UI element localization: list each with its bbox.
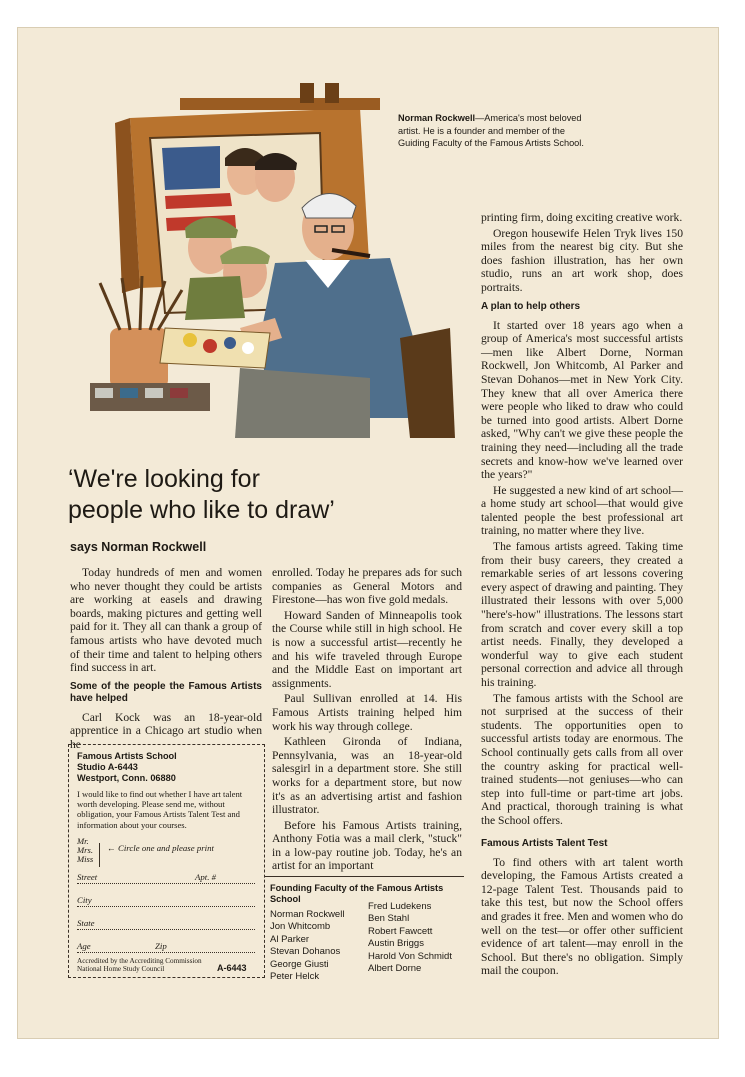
caption-name: Norman Rockwell bbox=[398, 113, 476, 123]
talent-test-subhead: Famous Artists Talent Test bbox=[481, 837, 608, 849]
faculty-name: George Giusti bbox=[270, 958, 329, 970]
col3-paragraph-2: Oregon housewife Helen Tryk lives 150 miles from the nearest big city. But she does fashion illustration, has her own studio, runs an art work shop, does portraits. bbox=[481, 226, 683, 294]
faculty-name: Harold Von Schmidt bbox=[368, 950, 452, 962]
apt-label: Apt. # bbox=[195, 872, 217, 882]
faculty-name: Peter Helck bbox=[270, 971, 320, 983]
column-3 bbox=[481, 211, 683, 980]
faculty-name: Robert Fawcett bbox=[368, 925, 433, 937]
headline bbox=[68, 464, 335, 526]
city-label: City bbox=[77, 895, 92, 905]
faculty-right-list bbox=[368, 901, 452, 975]
faculty-name: Al Parker bbox=[270, 933, 310, 945]
illustration-caption bbox=[398, 112, 598, 150]
faculty-box bbox=[264, 876, 464, 985]
headline-line-2: people who like to draw’ bbox=[68, 496, 335, 524]
col3-paragraph-5: The famous artists agreed. Taking time from their busy careers, they created a remarkable series of art lessons covering every aspect of drawing and painting. They illustrated their lessons with over 5,000 "here's-how" illustrations. The lessons start from scratch and cover every skill a top artist needs. Finally, they developed a wonderful way to give each student personal correction and advice all through his training. bbox=[481, 540, 683, 689]
coupon-body: I would like to find out whether I have art talent worth developing. Please send me, without obligation, your Famous Artists Talent Test and information about your courses. bbox=[77, 789, 243, 830]
col2-paragraph-1: enrolled. Today he prepares ads for such companies as General Motors and Firestone—has won five gold medals. bbox=[272, 566, 462, 607]
faculty-name: Jon Whitcomb bbox=[270, 921, 331, 933]
coupon-code: A-6443 bbox=[217, 963, 247, 973]
coupon-studio: Studio A-6443 bbox=[77, 762, 138, 772]
col3-paragraph-3: It started over 18 years ago when a group of America's most successful artists—men like Albert Dorne, Norman Rockwell, Jon Whitcomb, Al Parker and Stevan Dohanos—met in New York City. They knew that all over America there were people who liked to draw who could be turned into good artists. Albert Dorne asked, "Why can't we give these people the training they need—including all the trade secrets and know-how we've learned over the years?" bbox=[481, 318, 683, 482]
faculty-name: Ben Stahl bbox=[368, 913, 410, 925]
salutation-mrs[interactable]: Mrs. bbox=[77, 844, 93, 855]
byline: says Norman Rockwell bbox=[70, 540, 207, 554]
circle-note: ← Circle one and please print bbox=[107, 843, 214, 853]
coupon[interactable] bbox=[68, 744, 265, 978]
col3-paragraph-6: The famous artists with the School are not surprised at the success of their students. The opportunities open to successful artists today are enormous. The School continually gets calls from all over the country asking for practical well-trained students—not geniuses—who can step into full-time or part-time art jobs. And practical, thorough training is what the School offers. bbox=[481, 691, 683, 827]
state-field[interactable] bbox=[77, 918, 255, 930]
column-1 bbox=[70, 566, 262, 754]
col2-paragraph-2: Howard Sanden of Minneapolis took the Course while still in high school. He is now a successful artist—recently he and his wife traveled through Europe and the Middle East on important art assignments. bbox=[272, 608, 462, 690]
street-label: Street bbox=[77, 872, 98, 882]
coupon-address bbox=[77, 751, 177, 784]
col2-paragraph-3: Paul Sullivan enrolled at 14. His Famous Artists training helped him work his way through college. bbox=[272, 692, 462, 733]
faculty-title: Founding Faculty of the Famous Artists School bbox=[270, 883, 444, 904]
headline-line-1: ‘We're looking for bbox=[68, 465, 260, 493]
faculty-name: Austin Briggs bbox=[368, 938, 424, 950]
col3-paragraph-1: printing firm, doing exciting creative work. bbox=[481, 211, 683, 224]
carl-kock-paragraph: Carl Kock was an 18-year-old apprentice in a Chicago art studio when he bbox=[70, 710, 262, 751]
salutation-miss[interactable]: Miss bbox=[77, 853, 94, 864]
column-2 bbox=[272, 566, 462, 875]
col3-paragraph-7: To find others with art talent worth developing, the Famous Artists created a 12-page Talent Test. Thousands paid to take this test, but now the School offers and grades it free. Men and women who do well on the test—or offer other sufficient evidence of art talent—may enroll in the School. But there's no obligation. Simply mail the coupon. bbox=[481, 855, 683, 978]
faculty-name: Albert Dorne bbox=[368, 963, 422, 975]
coupon-school: Famous Artists School bbox=[77, 751, 177, 761]
zip-label: Zip bbox=[155, 941, 167, 951]
comic-back-cover-page bbox=[18, 28, 718, 1038]
faculty-name: Norman Rockwell bbox=[270, 909, 345, 920]
coupon-city: Westport, Conn. 06880 bbox=[77, 773, 176, 783]
plan-subhead: A plan to help others bbox=[481, 300, 581, 312]
street-field[interactable] bbox=[77, 872, 255, 884]
col2-paragraph-5: Before his Famous Artists training, Anthony Fotia was a mail clerk, "stuck" in a low-pay routine job. Today, he's an artist for an important bbox=[272, 818, 462, 873]
age-label: Age bbox=[77, 941, 91, 951]
city-field[interactable] bbox=[77, 895, 255, 907]
col3-paragraph-4: He suggested a new kind of art school—a home study art school—that would give talented people the best professional art training, no matter where they live. bbox=[481, 483, 683, 538]
age-zip-field[interactable] bbox=[77, 941, 255, 953]
helped-subhead: Some of the people the Famous Artists have helped bbox=[70, 680, 262, 704]
faculty-left-list bbox=[270, 909, 344, 983]
accreditation: Accredited by the Accrediting Commission National Home Study Council bbox=[77, 957, 202, 974]
salutation-bracket bbox=[77, 843, 100, 867]
col2-paragraph-4: Kathleen Gironda of Indiana, Pennsylvania, was an 18-year-old salesgirl in a department store. She still works for a department store, but now it's as an advertising artist and fashion illustrator. bbox=[272, 735, 462, 817]
caption-text: —America's most beloved artist. He is a founder and member of the Guiding Faculty of the Famous Artists School. bbox=[398, 113, 584, 148]
salutation-mr[interactable]: Mr. bbox=[77, 836, 89, 846]
faculty-name: Fred Ludekens bbox=[368, 901, 432, 912]
intro-paragraph: Today hundreds of men and women who never thought they could be artists are working at easels and drawing boards, making pictures and getting well paid for it. They all can thank a group of famous artists who have devoted much of their time and talent to helping others find success in art. bbox=[70, 566, 262, 675]
faculty-name: Stevan Dohanos bbox=[270, 946, 341, 958]
state-label: State bbox=[77, 918, 95, 928]
